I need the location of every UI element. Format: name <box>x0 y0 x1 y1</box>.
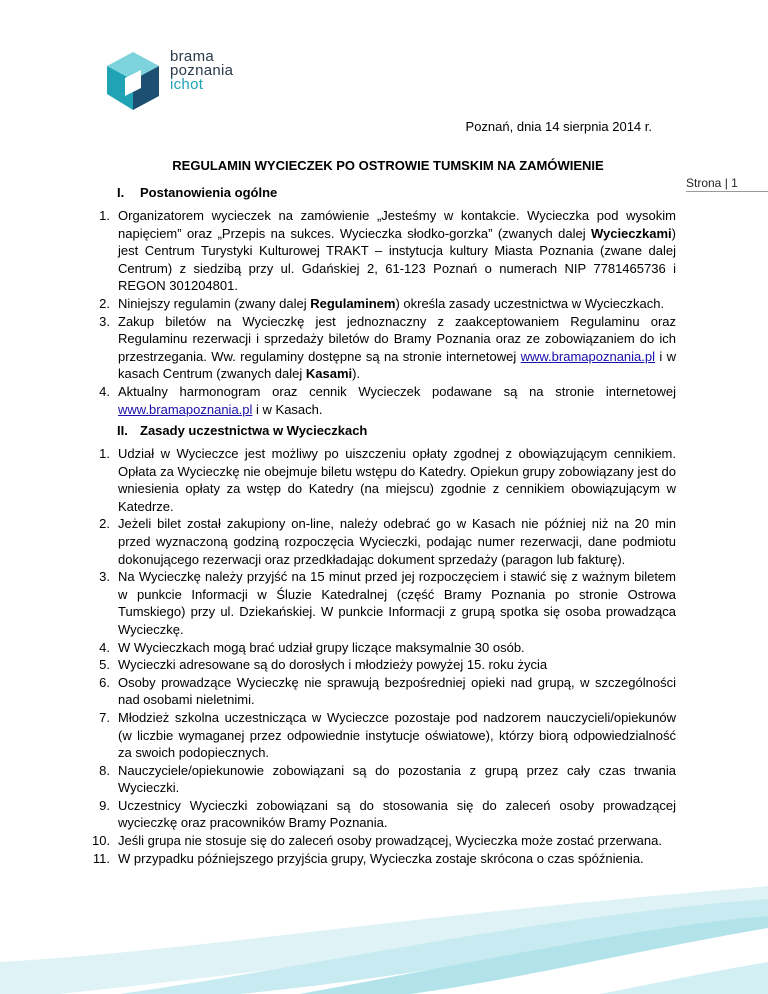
section-1-list <box>92 207 676 418</box>
section-2-heading <box>117 423 367 438</box>
website-link[interactable]: www.bramapoznania.pl <box>520 348 656 364</box>
item-number: 8. <box>99 762 110 778</box>
item-number: 6. <box>99 674 110 690</box>
list-item <box>92 313 676 383</box>
item-text: ) jest Centrum Turystyki Kulturowej TRAKT – instytucja kultury Miasta Poznania (zwane dalej Centrum) z siedzibą przy ul. Gdańskiej 2, 61-123 Poznań o numerach NIP 7781465736 i REGON 301204801. <box>118 225 676 294</box>
item-text: Młodzież szkolna uczestnicząca w Wycieczce pozostaje pod nadzorem nauczycieli/opiekunów (w liczbie wymaganej przez odpowiednie instytucje oświatowe), którzy biorą odpowiedzialność za swoich podopiecznych. <box>118 709 676 761</box>
item-number: 10. <box>92 833 111 849</box>
item-number: 4. <box>99 383 110 399</box>
list-item <box>92 515 676 568</box>
item-number: 9. <box>99 797 110 813</box>
list-item <box>92 656 676 674</box>
item-number: 11. <box>92 850 110 866</box>
list-item <box>92 674 676 709</box>
item-text: Wycieczki adresowane są do dorosłych i młodzieży powyżej 15. roku życia <box>118 657 548 673</box>
item-text: Niniejszy regulamin (zwany dalej <box>118 295 311 311</box>
document-title: REGULAMIN WYCIECZEK PO OSTROWIE TUMSKIM NA ZAMÓWIENIE <box>172 158 604 173</box>
item-number: 7. <box>99 709 110 725</box>
logo-line-3: ichot <box>170 76 204 93</box>
ribbon-band-4 <box>600 962 768 994</box>
section-1-heading <box>117 185 277 200</box>
item-text: Udział w Wycieczce jest możliwy po uiszczeniu opłaty zgodnej z obowiązującym cennikiem. Opłata za Wycieczkę nie obejmuje biletu wstępu do Katedry. Opiekun grupy zobowiązany jest do wniesienia opłaty za wstęp do Katedry (na miejscu) zgodnie z cennikiem obowiązującym w Katedrze. <box>118 446 676 514</box>
logo-line-1: brama <box>170 48 215 65</box>
list-item <box>92 295 676 313</box>
item-text: W przypadku późniejszego przyjścia grupy, Wycieczka zostaje skrócona o czas spóźnienia. <box>118 850 644 866</box>
item-bold: Regulaminem <box>310 295 396 311</box>
page-number-marker: Strona | 1 <box>686 176 768 192</box>
list-item <box>92 207 676 295</box>
section-1-number: I. <box>117 185 125 200</box>
list-item <box>92 383 676 418</box>
logo-wordmark <box>170 50 233 92</box>
document-date: Poznań, dnia 14 sierpnia 2014 r. <box>465 119 652 134</box>
section-2-title: Zasady uczestnictwa w Wycieczkach <box>140 423 368 438</box>
item-text: Nauczyciele/opiekunowie zobowiązani są do pozostania z grupą przez cały czas trwania Wycieczki. <box>118 762 676 796</box>
item-number: 5. <box>99 657 110 673</box>
item-text: ) określa zasady uczestnictwa w Wycieczkach. <box>395 295 665 311</box>
item-text: i w Kasach. <box>252 401 323 417</box>
list-item <box>92 639 676 657</box>
list-item <box>92 709 676 762</box>
item-number: 4. <box>99 639 110 655</box>
item-text: Jeśli grupa nie stosuje się do zaleceń osoby prowadzącej, Wycieczka może zostać przerwana. <box>118 833 662 849</box>
item-text: Aktualny harmonogram oraz cennik Wycieczek podawane są na stronie internetowej <box>118 383 676 399</box>
item-bold: Wycieczkami <box>590 225 672 241</box>
item-number: 2. <box>99 516 110 532</box>
item-text: Osoby prowadzące Wycieczkę nie sprawują bezpośredniej opieki nad grupą, w szczególności nad osobami nieletnimi. <box>118 674 676 708</box>
item-text: Organizatorem wycieczek na zamówienie „Jesteśmy w kontakcie. Wycieczka pod wysokim napięciem” oraz „Przepis na sukces. Wycieczka słodko-gorzka” (zwanych dalej <box>118 208 676 241</box>
item-number: 2. <box>99 295 110 311</box>
item-number: 3. <box>99 313 110 329</box>
item-text: Uczestnicy Wycieczki zobowiązani są do stosowania się do zaleceń osoby prowadzącej wycieczkę oraz pracowników Bramy Poznania. <box>118 797 676 831</box>
section-2-number: II. <box>117 423 128 438</box>
list-item <box>92 762 676 797</box>
item-text: W Wycieczkach mogą brać udział grupy liczące maksymalnie 30 osób. <box>118 639 525 655</box>
item-text: ). <box>352 366 361 382</box>
item-text: Zakup biletów na Wycieczkę jest jednoznaczny z zaakceptowaniem Regulaminu oraz Regulaminu rezerwacji i sprzedaży biletów do Bramy Poznania oraz ze zobowiązaniem do ich przestrzegania. Ww. regulaminy dostępne są na stronie internetowej <box>118 313 676 364</box>
item-bold: Kasami <box>305 366 353 382</box>
list-item <box>92 797 676 832</box>
item-text: i w kasach Centrum (zwanych dalej <box>118 348 676 382</box>
section-2-list <box>92 445 676 867</box>
list-item <box>92 568 676 638</box>
item-text: Jeżeli bilet został zakupiony on-line, należy odebrać go w Kasach nie później niż na 20 min przed wyznaczoną godziną rozpoczęcia Wycieczki, podając numer rezerwacji, dane podmiotu dokonującego rezerwacji oraz przedkładając dokument sprzedaży (paragon lub fakturę). <box>118 516 676 567</box>
section-1-title: Postanowienia ogólne <box>140 185 278 200</box>
list-item <box>92 445 676 515</box>
item-number: 1. <box>99 208 110 223</box>
logo-line-2: poznania <box>170 62 234 79</box>
item-number: 1. <box>99 446 110 461</box>
item-number: 3. <box>99 569 110 585</box>
website-link[interactable]: www.bramapoznania.pl <box>118 401 253 417</box>
decorative-ribbon <box>0 844 768 994</box>
item-text: Na Wycieczkę należy przyjść na 15 minut przed jej rozpoczęciem i stawić się z ważnym biletem w punkcie Informacji w Śluzie Katedralnej (część Bramy Poznania po stronie Ostrowa Tumskiego) przy ul. Dziekańskiej. W punkcie Informacji z grupą spotka się osoba prowadząca Wycieczkę. <box>118 569 676 637</box>
